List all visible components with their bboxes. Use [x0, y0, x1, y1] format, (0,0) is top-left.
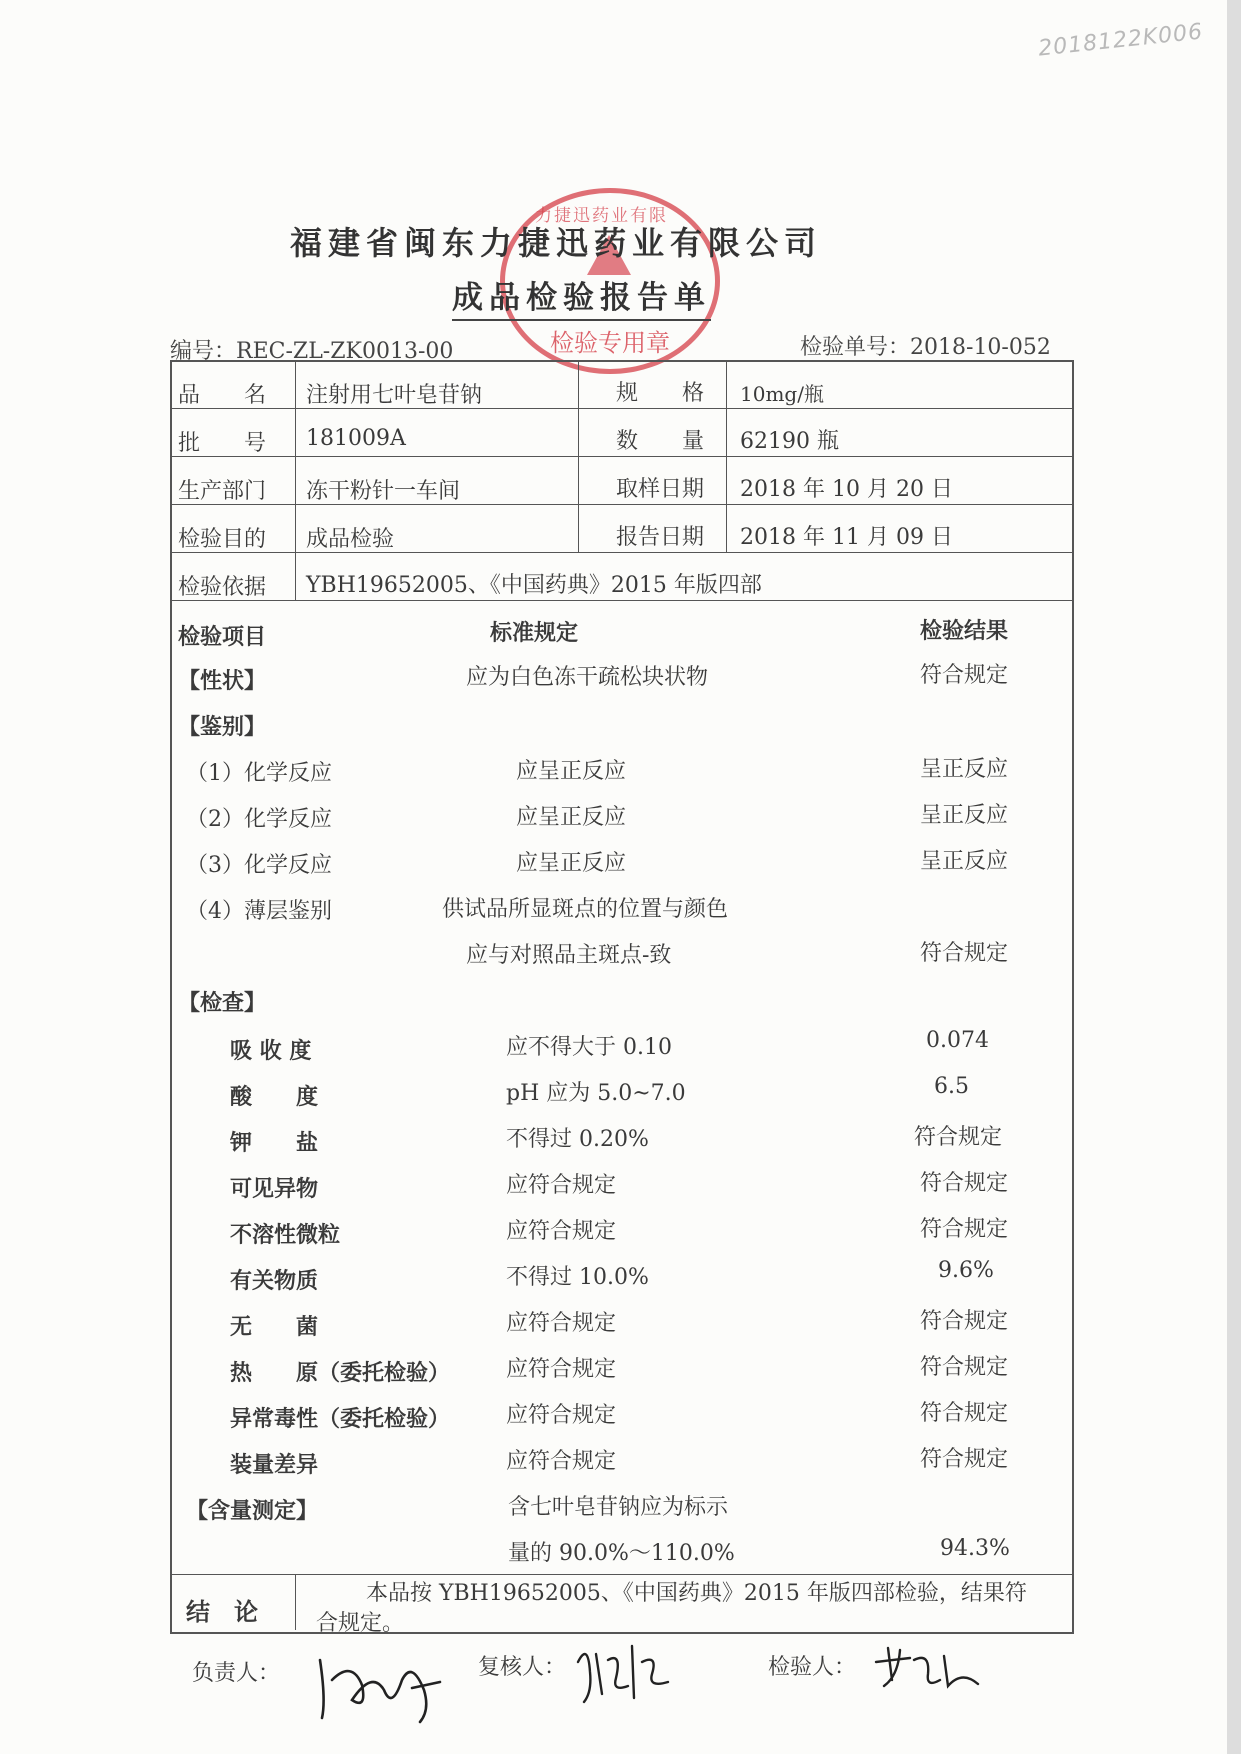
check-std-3: 不得过 0.20% — [506, 1127, 649, 1152]
check-item-5: 不溶性微粒 — [230, 1223, 341, 1248]
check-res-6: 9.6% — [938, 1258, 994, 1283]
basis-label: 检验依据 — [178, 575, 267, 600]
check-res-5: 符合规定 — [920, 1217, 1009, 1242]
scan-edge — [1227, 0, 1241, 1754]
section-check: 【检查】 — [178, 991, 267, 1016]
purpose-value: 成品检验 — [306, 527, 395, 552]
ident-item-2: （2）化学反应 — [186, 807, 332, 832]
check-res-3: 符合规定 — [914, 1125, 1003, 1150]
assay-standard-2: 量的 90.0%～110.0% — [508, 1541, 735, 1566]
check-res-1: 0.074 — [926, 1028, 989, 1053]
ident-std-1: 应呈正反应 — [516, 759, 627, 784]
purpose-label: 检验目的 — [178, 527, 267, 552]
section-assay: 【含量测定】 — [186, 1499, 319, 1524]
assay-result: 94.3% — [940, 1536, 1010, 1561]
reviewer-label: 复核人： — [478, 1655, 567, 1680]
ident-std-4b: 应与对照品主斑点-致 — [466, 943, 672, 968]
product-name-value: 注射用七叶皂苷钠 — [306, 383, 483, 408]
seal-top-text: 力捷迅药业有限 — [535, 206, 668, 226]
doc-number: 编号：REC-ZL-ZK0013-00 — [170, 339, 454, 364]
ident-res-1: 呈正反应 — [920, 757, 1009, 782]
col-standard-header: 标准规定 — [490, 621, 579, 646]
assay-standard-1: 含七叶皂苷钠应为标示 — [508, 1495, 729, 1520]
check-item-9: 异常毒性（委托检验） — [230, 1407, 451, 1432]
reviewer-signature — [572, 1632, 682, 1712]
section-appearance: 【性状】 — [178, 669, 267, 694]
section-identification: 【鉴别】 — [178, 715, 267, 740]
qty-value: 62190 瓶 — [740, 429, 839, 454]
conclusion-line-1: 本品按 YBH19652005、《中国药典》2015 年版四部检验，结果符 — [366, 1581, 1027, 1606]
ident-std-3: 应呈正反应 — [516, 851, 627, 876]
ident-std-2: 应呈正反应 — [516, 805, 627, 830]
check-res-10: 符合规定 — [920, 1447, 1009, 1472]
check-res-9: 符合规定 — [920, 1401, 1009, 1426]
check-item-4: 可见异物 — [230, 1177, 319, 1202]
ident-item-1: （1）化学反应 — [186, 761, 332, 786]
conclusion-line-2: 合规定。 — [316, 1611, 405, 1636]
ident-res-2: 呈正反应 — [920, 803, 1009, 828]
check-item-3: 钾 盐 — [230, 1131, 319, 1156]
basis-value: YBH19652005、《中国药典》2015 年版四部 — [306, 573, 762, 598]
sample-date-label: 取样日期 — [616, 477, 705, 502]
check-std-4: 应符合规定 — [506, 1173, 617, 1198]
inspector-label: 检验人： — [768, 1655, 857, 1680]
ident-res-3: 呈正反应 — [920, 849, 1009, 874]
check-res-4: 符合规定 — [920, 1171, 1009, 1196]
dept-value: 冻干粉针一车间 — [306, 479, 461, 504]
check-number: 检验单号：2018-10-052 — [800, 335, 1051, 360]
ident-item-3: （3）化学反应 — [186, 853, 332, 878]
appearance-standard: 应为白色冻干疏松块状物 — [466, 665, 709, 690]
check-std-7: 应符合规定 — [506, 1311, 617, 1336]
sample-date-value: 2018 年 10 月 20 日 — [740, 477, 953, 502]
check-res-8: 符合规定 — [920, 1355, 1009, 1380]
batch-label: 批 号 — [178, 431, 267, 456]
conclusion-label: 结 论 — [186, 1598, 258, 1626]
check-res-7: 符合规定 — [920, 1309, 1009, 1334]
handwritten-corner-note: 2018122K006 — [1037, 19, 1205, 62]
batch-value: 181009A — [306, 426, 406, 451]
check-item-10: 装量差异 — [230, 1453, 319, 1478]
ident-item-4: （4）薄层鉴别 — [186, 899, 332, 924]
check-item-8: 热 原（委托检验） — [230, 1361, 451, 1386]
ident-std-4: 供试品所显斑点的位置与颜色 — [442, 897, 729, 922]
check-item-6: 有关物质 — [230, 1269, 319, 1294]
col-item-header: 检验项目 — [178, 625, 267, 650]
check-std-8: 应符合规定 — [506, 1357, 617, 1382]
check-item-1: 吸 收 度 — [230, 1039, 312, 1064]
check-std-10: 应符合规定 — [506, 1449, 617, 1474]
report-date-label: 报告日期 — [616, 525, 705, 550]
check-std-2: pH 应为 5.0~7.0 — [506, 1081, 686, 1106]
check-std-9: 应符合规定 — [506, 1403, 617, 1428]
check-std-6: 不得过 10.0% — [506, 1265, 649, 1290]
spec-value: 10mg/瓶 — [740, 382, 824, 406]
check-std-5: 应符合规定 — [506, 1219, 617, 1244]
appearance-result: 符合规定 — [920, 663, 1009, 688]
dept-label: 生产部门 — [178, 479, 267, 504]
responsible-label: 负责人： — [192, 1661, 281, 1686]
responsible-signature — [312, 1640, 452, 1730]
check-std-1: 应不得大于 0.10 — [506, 1035, 672, 1060]
document-title: 成品检验报告单 — [452, 272, 711, 321]
report-date-value: 2018 年 11 月 09 日 — [740, 525, 953, 550]
product-name-label: 品 名 — [178, 383, 267, 408]
check-item-2: 酸 度 — [230, 1085, 319, 1110]
check-item-7: 无 菌 — [230, 1315, 319, 1340]
ident-res-4: 符合规定 — [920, 941, 1009, 966]
spec-label: 规 格 — [616, 381, 705, 406]
inspector-signature — [870, 1640, 990, 1700]
company-name: 福建省闽东力捷迅药业有限公司 — [290, 224, 823, 262]
check-res-2: 6.5 — [934, 1074, 969, 1099]
col-result-header: 检验结果 — [920, 619, 1009, 644]
seal-text: 检验专用章 — [550, 329, 670, 357]
qty-label: 数 量 — [616, 429, 705, 454]
